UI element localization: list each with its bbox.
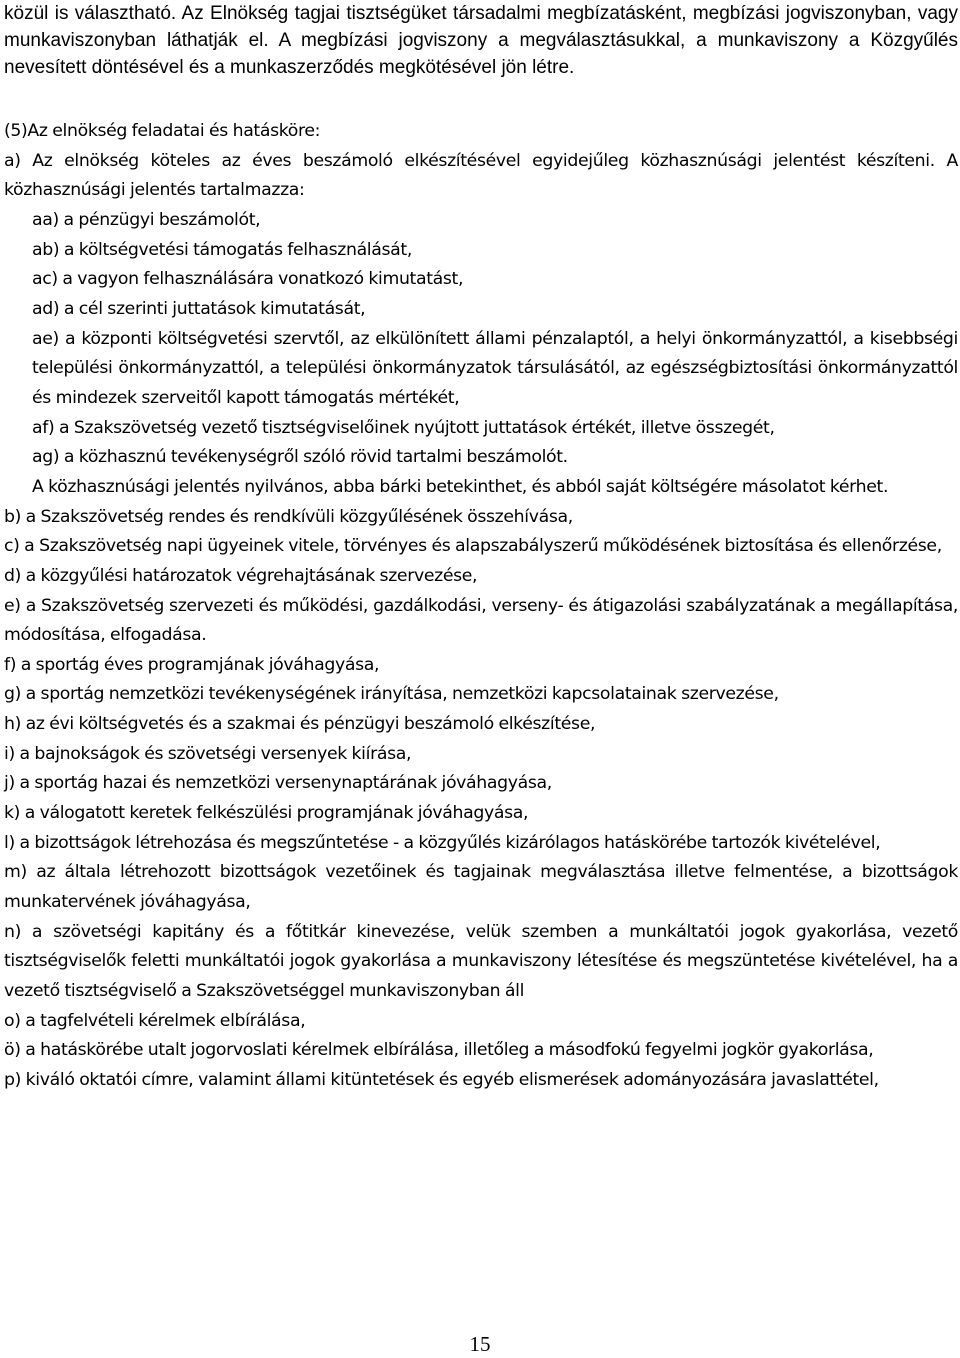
list-item-k: k) a válogatott keretek felkészülési programjának jóváhagyása, bbox=[4, 803, 529, 824]
list-item-g: g) a sportág nemzetközi tevékenységének irányítása, nemzetközi kapcsolatainak szervezése, bbox=[4, 684, 779, 705]
list-item-e: e) a Szakszövetség szervezeti és működési, gazdálkodási, verseny- és átigazolási szabályzatának a megállapítása, módosítása, elfogadása. bbox=[4, 595, 958, 646]
list-item-i: i) a bajnokságok és szövetségi versenyek kiírása, bbox=[4, 743, 412, 764]
sub-item-ad: ad) a cél szerinti juttatások kimutatását, bbox=[32, 298, 366, 319]
list-item-h: h) az évi költségvetés és a szakmai és pénzügyi beszámoló elkészítése, bbox=[4, 714, 596, 735]
sub-item-ac: ac) a vagyon felhasználására vonatkozó kimutatást, bbox=[32, 269, 464, 290]
sub-item-aa: aa) a pénzügyi beszámolót, bbox=[32, 209, 261, 230]
list-item-p: p) kiváló oktatói címre, valamint állami kitüntetések és egyéb elismerések adományozására javaslattétel, bbox=[4, 1070, 879, 1090]
intro-paragraph: közül is választható. Az Elnökség tagjai tisztségüket társadalmi megbízatásként, megbízási jogviszonyban, vagy munkaviszonyban láthatják el. A megbízási jogviszony a megválasztásukkal, a munkaviszony a Közgyűlés nevesített döntésével és a munkaszerződés megkötésével jön létre. bbox=[4, 3, 958, 78]
intro-paragraph-block bbox=[4, 0, 958, 81]
list-item-o-umlaut: ö) a hatáskörébe utalt jogorvoslati kérelmek elbírálása, illetőleg a másodfokú fegyelmi jogkör gyakorlása, bbox=[4, 1040, 874, 1061]
list-item-b: b) a Szakszövetség rendes és rendkívüli közgyűlésének összehívása, bbox=[4, 506, 573, 527]
public-report-note: A közhasznúsági jelentés nyilvános, abba bárki betekinthet, és abból saját költségére másolatot kérhet. bbox=[32, 476, 889, 497]
sub-item-af: af) a Szakszövetség vezető tisztségviselőinek nyújtott juttatások értékét, illetve összegét, bbox=[32, 417, 775, 438]
section-5-block bbox=[4, 117, 958, 1096]
list-item-n: n) a szövetségi kapitány és a főtitkár kinevezése, velük szemben a munkáltatói jogok gyakorlása, vezető tisztségviselők feletti munkáltatói jogok gyakorlása a munkaviszony létesítése és megszüntetése kivételével, ha a vezető tisztségviselő a Szakszövetséggel munkaviszonyban áll bbox=[4, 921, 958, 1002]
list-item-m: m) az általa létrehozott bizottságok vezetőinek és tagjainak megválasztása illetve felmentése, a bizottságok munkatervének jóváhagyása, bbox=[4, 862, 958, 913]
sub-item-ag: ag) a közhasznú tevékenységről szóló rövid tartalmi beszámolót. bbox=[32, 447, 568, 468]
list-item-l: l) a bizottságok létrehozása és megszűntetése - a közgyűlés kizárólagos hatáskörébe tartozók kivételével, bbox=[4, 832, 881, 853]
list-item-c: c) a Szakszövetség napi ügyeinek vitele, törvényes és alapszabályszerű működésének biztosítása és ellenőrzése, bbox=[4, 536, 942, 557]
list-item-d: d) a közgyűlési határozatok végrehajtásának szervezése, bbox=[4, 565, 478, 586]
page-number: 15 bbox=[469, 1332, 491, 1356]
list-item-o: o) a tagfelvételi kérelmek elbírálása, bbox=[4, 1010, 306, 1031]
list-item-j: j) a sportág hazai és nemzetközi versenynaptárának jóváhagyása, bbox=[4, 773, 552, 794]
list-item-f: f) a sportág éves programjának jóváhagyása, bbox=[4, 654, 380, 675]
list-item-a: a) Az elnökség köteles az éves beszámoló elkészítésével egyidejűleg közhasznúsági jelentést készíteni. A közhasznúsági jelentés tartalmazza: bbox=[4, 150, 958, 201]
sub-item-ab: ab) a költségvetési támogatás felhasználását, bbox=[32, 239, 412, 260]
section-heading: (5)Az elnökség feladatai és hatásköre: bbox=[4, 121, 321, 141]
sub-item-ae: ae) a központi költségvetési szervtől, az elkülönített állami pénzalaptól, a helyi önkormányzattól, a kisebbségi települési önkormányzattól, a települési önkormányzatok társulásától, az egészségbiztosítási önkormányzattól és mindezek szerveitől kapott támogatás mértékét, bbox=[32, 328, 958, 408]
